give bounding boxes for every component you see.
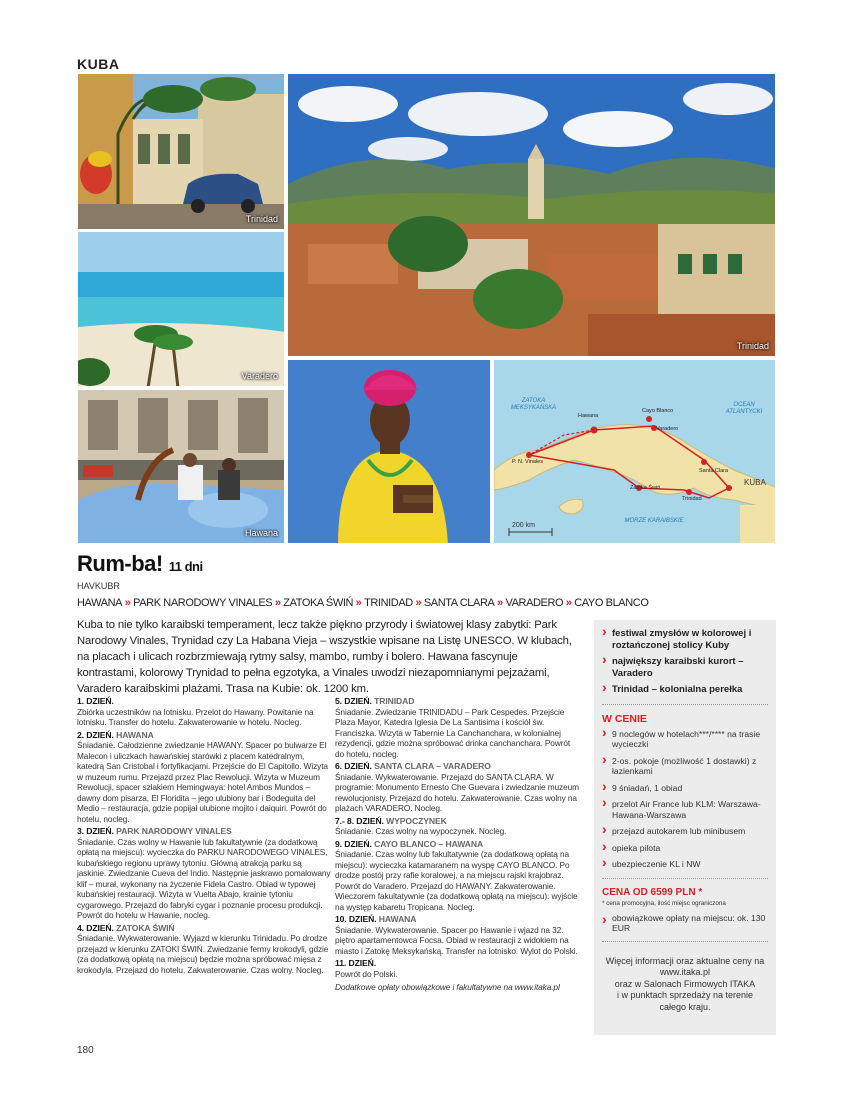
included-item: › 2-os. pokoje (możliwość 1 dostawki) z łazienkami <box>602 756 768 777</box>
day-place: CAYO BLANCO – HAWANA <box>374 838 484 849</box>
page-number: 180 <box>77 1045 94 1056</box>
havana-car-image <box>78 390 285 544</box>
route-separator: » <box>563 597 575 609</box>
day-number: 6. DZIEŃ. <box>335 761 375 771</box>
itinerary-right <box>335 694 581 994</box>
day-place: ZATOKA ŚWIŃ <box>116 922 175 933</box>
day-heading <box>77 730 331 741</box>
varadero-beach-image <box>78 232 285 387</box>
day-heading <box>335 914 581 925</box>
day-description: Śniadanie. Czas wolny na wypoczynek. Nocleg. <box>335 826 507 836</box>
day-number: 1. DZIEŃ. <box>77 696 114 706</box>
day-description: Śniadanie. Wykwaterowanie. Wyjazd w kierunku Trinidadu. Po drodze przejazd w kierunku ZATOKI ŚWIŃ. Zwiedzanie fermy krokodyli, gdzie (za dodatkową opłatą na miejscu) będzie można spróbować mięsa z krokodyla. Przejazd do hotelu. Zakwaterowanie. Czas wolny. Nocleg. <box>77 933 329 975</box>
map-label-country: KUBA <box>744 478 766 487</box>
tour-intro: Kuba to nie tylko karaibski temperament, lecz także piękno przyrody i światowej klasy zabytki: Park Narodowy Vinales, Trynidad czy La Habana Vieja – wszystkie wpisane na Listę UNESCO. W klubach, na placach i ulicach rozbrzmiewają rytmy salsy, mambo, rumby i bolero. Hawana fascynuje kontrastami, kolorowy Trynidad to pełna egzotyka, a Vinales uwodzi niezapomnianymi pejzażami, Varadero karaibskimi plażami. Trasa na Kubie: ok. 1200 km. <box>77 619 572 695</box>
route-stop: VARADERO <box>505 597 564 609</box>
day-description: Śniadanie. Zwiedzanie TRINIDADU – Park Cespedes. Przejście Plaza Mayor, Katedra Iglesia De La Santisima i kościół św. Franciszka. Wizyta w Tabernie La Canchanchara, w kolonialnej rezydencji, gdzie można spróbować drinka canchanchara. Powrót do hotelu, nocleg. <box>335 706 571 759</box>
photo-havana <box>77 389 285 544</box>
day-number: 2. DZIEŃ. <box>77 729 117 740</box>
day-description: Śniadanie. Całodzienne zwiedzanie HAWANY. Spacer po bulwarze El Malecon i uliczkach hawańskiej starówki z placem katedralnym, katedrą San Cristobal i fortyfikacjami. Przejście do El Capitollo. Wizyta w muzeum rumu. Przejazd przez Plac Rewolucji. Wizyta w Muzeum Rewolucji, spacer szlakiem Hemingwaya: hotel Ambos Mundos – dawny dom pisarza, El Floridita – jego ulubiony bar i Bodeguita del Medio – restauracja, gdzie popijał ulubione mojito i daiquiri. Powrót do hotelu, nocleg. <box>77 740 328 824</box>
tour-route <box>77 597 648 609</box>
day-heading <box>335 761 581 772</box>
photo-caption-havana: Hawana <box>244 528 278 538</box>
day-heading <box>335 816 581 827</box>
tour-title <box>77 551 203 577</box>
day-description: Powrót do Polski. <box>335 968 398 979</box>
more-info-line: Więcej informacji oraz aktualne ceny na <box>605 955 765 966</box>
day-heading <box>335 696 581 707</box>
more-info-line[interactable]: www.itaka.pl <box>659 967 711 977</box>
extra-fees: › obowiązkowe opłaty na miejscu: ok. 130 EUR <box>602 913 768 933</box>
highlight-item: › największy karaibski kurort – Varadero <box>602 656 768 679</box>
more-info-line: i w punktach sprzedaży na terenie <box>616 990 754 1000</box>
more-info <box>602 956 768 1014</box>
fees-note: Dodatkowe opłaty obowiązkowe i fakultatywne na www.itaka.pl <box>335 982 560 992</box>
day-place: WYPOCZYNEK <box>386 815 447 826</box>
divider <box>602 941 768 942</box>
route-stop: HAWANA <box>77 597 123 609</box>
photo-caption-varadero: Varadero <box>241 371 278 381</box>
map-label-ocean: OCEAN ATLANTYCKI <box>725 402 763 415</box>
photo-caption-trinidad-2: Trinidad <box>736 341 769 351</box>
highlights-list <box>602 628 768 696</box>
day-place: HAWANA <box>116 729 154 740</box>
map-label-gulf: ZATOKA MEKSYKAŃSKA <box>510 398 557 411</box>
map-dot-east <box>726 485 732 491</box>
included-item: › ubezpieczenie KL i NW <box>602 859 768 870</box>
price: CENA OD 6599 PLN * <box>602 886 703 898</box>
route-map <box>493 359 776 544</box>
more-info-line: oraz w Salonach Firmowych ITAKA <box>614 978 756 989</box>
map-scale: 200 km <box>512 522 535 529</box>
day-place: HAWANA <box>378 914 417 924</box>
photo-trinidad-street <box>77 73 285 230</box>
cuban-woman-image <box>288 360 491 544</box>
day-description: Śniadanie. Wykwaterowanie. Spacer po Hawanie i wjazd na 32. piętro apartamentowca Focsa. Obiad w restauracji z widokiem na miasto i Zatokę Meksykańską. Transfer na lotnisko. Wylot do Polski. <box>335 924 578 956</box>
day-number: 3. DZIEŃ. <box>77 826 117 836</box>
map-place-varadero: Varadero <box>656 426 679 432</box>
day-place: PARK NARODOWY VINALES <box>116 826 232 836</box>
map-dot-santa-clara <box>701 459 707 465</box>
map-place-santa-clara: Santa Clara <box>699 468 729 474</box>
cuba-map-image <box>494 360 776 544</box>
tour-name: Rum-ba! <box>77 551 163 576</box>
map-dot-havana <box>591 427 598 434</box>
highlight-item: › Trinidad – kolonialna perełka <box>602 684 768 696</box>
route-stop: PARK NARODOWY VINALES <box>133 597 273 609</box>
route-stop: SANTA CLARA <box>423 597 495 609</box>
included-item: › przejazd autokarem lub minibusem <box>602 826 768 837</box>
map-dot-cayo-blanco <box>646 416 652 422</box>
day-place: SANTA CLARA – VARADERO <box>374 761 491 771</box>
tour-duration: 11 dni <box>168 559 203 574</box>
map-place-zatoka: Zatoka Świń <box>630 485 661 491</box>
map-place-havana: Hawana <box>578 413 599 419</box>
photo-varadero <box>77 231 285 387</box>
day-heading <box>77 826 331 837</box>
map-label-caribbean: MORZE KARAIBSKIE <box>624 518 684 524</box>
day-description: Śniadanie. Czas wolny w Hawanie lub fakultatywnie (za dodatkową opłatą na miejscu): wycieczka do PARKU NARODOWEGO VINALES, kubańskiego regionu uprawy tytoniu. Główną atrakcją parku są jaskinie. Zwiedzanie Cueva del Indio. Następnie jaskrawo pomalowany klif – murał, wykonany na życzenie Fidela Castro. Obiad w typowej kubańskiej restauracji. Wizyta w Vuelta Abajo, krainie tytoniu cygarowego. Przejazd do fabryki cygar i poznanie procesu produkcji. Powrót do hotelu w Hawanie, nocleg. <box>77 836 331 920</box>
price-note: * cena promocyjna, ilość miejsc ograniczona <box>602 899 726 907</box>
day-heading <box>335 958 581 969</box>
more-info-line: całego kraju. <box>659 1001 711 1012</box>
day-number: 11. DZIEŃ. <box>335 958 377 968</box>
included-heading: W CENIE <box>602 712 647 725</box>
trinidad-street-image <box>78 74 285 230</box>
day-heading <box>77 696 331 707</box>
photo-caption-trinidad-1: Trinidad <box>245 214 278 224</box>
map-dot-trinidad <box>686 489 692 495</box>
day-place: TRINIDAD <box>374 696 415 706</box>
route-stop: TRINIDAD <box>364 597 413 609</box>
divider <box>602 704 768 705</box>
included-item: › przelot Air France lub KLM: Warszawa-Hawana-Warszawa <box>602 799 768 820</box>
map-place-cayo-blanco: Cayo Blanco <box>642 408 674 414</box>
info-sidebar <box>594 620 776 1035</box>
map-dot-vinales <box>526 452 532 458</box>
divider <box>602 878 768 879</box>
day-number: 9. DZIEŃ. <box>335 838 375 849</box>
itinerary-left <box>77 694 331 976</box>
route-separator: » <box>353 597 365 609</box>
day-heading <box>77 923 331 934</box>
photo-trinidad-panorama <box>287 73 776 357</box>
included-list <box>602 729 768 870</box>
day-number: 5. DZIEŃ. <box>335 696 375 706</box>
map-place-trinidad: Trinidad <box>682 496 702 502</box>
included-item: › 9 noclegów w hotelach***/**** na trasie wycieczki <box>602 729 768 750</box>
day-number: 7.- 8. DZIEŃ. <box>335 815 387 826</box>
day-description: Śniadanie. Wykwaterowanie. Przejazd do SANTA CLARA. W programie: Monumento Ernesto Che Guevara i zwiedzanie muzeum rewolucjonisty. Przejazd do hotelu. Zakwaterowanie. Czas wolny na plażach VARADERO. Nocleg. <box>335 771 579 813</box>
tour-code: HAVKUBR <box>77 581 120 591</box>
highlight-item: › festiwal zmysłów w kolorowej i roztańczonej stolicy Kuby <box>602 628 768 651</box>
country-heading: KUBA <box>77 56 120 72</box>
route-separator: » <box>272 597 284 609</box>
included-item: › 9 śniadań, 1 obiad <box>602 783 768 794</box>
route-separator: » <box>122 597 134 609</box>
day-description: Śniadanie. Czas wolny lub fakultatywnie (za dodatkową opłatą na miejscu): wycieczka katamaranem na wyspę CAYO BLANCO. Po drodze postój przy rafie koralowej, a na miejscu rajski krajobraz. Powrót do Varadero. Przejazd do HAWANY. Zakwaterowanie. Wieczorem fakultatywnie (za dodatkową opłatą na miejscu): wyjście na występ kabaretu Tropicana. Nocleg. <box>335 849 578 912</box>
photo-cuban-woman <box>287 359 491 544</box>
day-number: 4. DZIEŃ. <box>77 922 117 933</box>
day-description: Zbiórka uczestników na lotnisku. Przelot do Hawany. Powitanie na lotnisku. Transfer do hotelu. Zakwaterowanie w hotelu. Nocleg. <box>77 706 314 727</box>
route-separator: » <box>412 597 424 609</box>
day-number: 10. DZIEŃ. <box>335 914 379 924</box>
included-item: › opieka pilota <box>602 843 768 854</box>
route-separator: » <box>494 597 506 609</box>
map-place-vinales: P. N. Vinales <box>512 459 543 465</box>
route-stop: ZATOKA ŚWIŃ <box>283 597 354 609</box>
route-stop: CAYO BLANCO <box>574 597 649 609</box>
day-heading <box>335 839 581 850</box>
trinidad-panorama-image <box>288 74 776 357</box>
